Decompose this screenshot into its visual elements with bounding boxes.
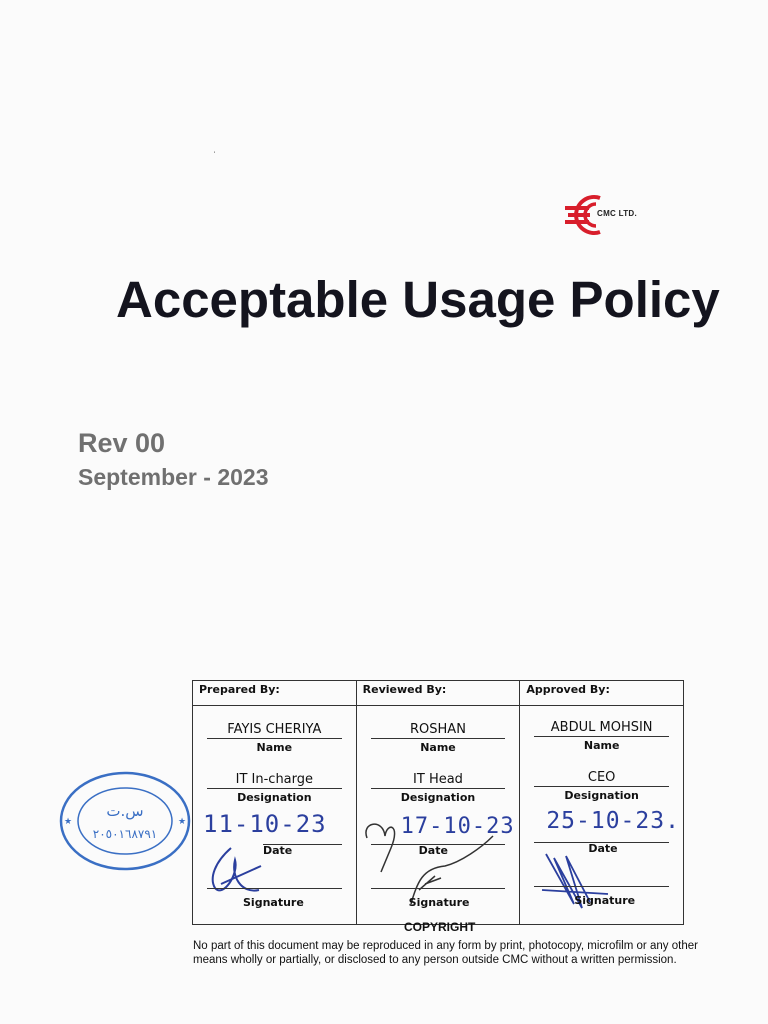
copyright-heading: COPYRIGHT [404, 920, 476, 934]
approval-table [192, 680, 684, 925]
scan-mark: ˌ [213, 143, 217, 154]
name-label: Name [583, 739, 620, 752]
approved-handwritten-date: 25-10-23. [546, 808, 680, 834]
prepared-by-cell [193, 706, 357, 925]
prepared-signature-icon [201, 844, 281, 902]
name-label: Name [420, 741, 456, 754]
approved-name: ABDUL MOHSIN [534, 720, 669, 737]
revision-label: Rev 00 [78, 428, 166, 458]
signature-label: Signature [243, 896, 304, 909]
prepared-handwritten-date: 11-10-23 [203, 810, 327, 838]
approved-designation: CEO [534, 770, 669, 787]
date-label: Date [418, 844, 448, 857]
designation-label: Designation [564, 789, 639, 802]
svg-text:س.ت: س.ت [106, 802, 144, 820]
reviewed-by-header: Reviewed By: [356, 681, 520, 706]
designation-label: Designation [237, 791, 312, 804]
designation-label: Designation [400, 791, 476, 804]
signature-line [371, 888, 506, 889]
approved-by-header: Approved By: [520, 681, 684, 706]
document-title: Acceptable Usage Policy [116, 271, 720, 328]
prepared-name: FAYIS CHERIYA [207, 722, 342, 739]
company-stamp-icon [58, 770, 192, 872]
signature-line [207, 888, 342, 889]
signature-line [534, 886, 669, 887]
date-label: Date [588, 842, 618, 855]
svg-text:★: ★ [64, 816, 73, 826]
document-date: September - 2023 [78, 464, 269, 490]
logo-text: CMC LTD. [597, 209, 638, 218]
copyright-notice: No part of this document may be reproduced in any form by print, photocopy, microfilm or any other means wholly or partially, or disclosed to any person outside CMC without a written permission. [193, 940, 698, 966]
svg-text:٢٠٥٠١٦٨٧٩١: ٢٠٥٠١٦٨٧٩١ [92, 827, 158, 841]
reviewed-by-cell [356, 706, 520, 925]
prepared-by-header: Prepared By: [193, 681, 357, 706]
reviewed-handwritten-date: 17-10-23 [400, 814, 515, 839]
signature-label: Signature [408, 896, 470, 909]
signature-label: Signature [574, 894, 636, 907]
date-label: Date [263, 844, 293, 857]
reviewed-name: ROSHAN [371, 722, 506, 739]
svg-text:★: ★ [178, 816, 187, 826]
prepared-designation: IT In-charge [207, 772, 342, 789]
name-label: Name [256, 741, 293, 754]
approved-by-cell [520, 706, 684, 925]
reviewed-designation: IT Head [371, 772, 506, 789]
